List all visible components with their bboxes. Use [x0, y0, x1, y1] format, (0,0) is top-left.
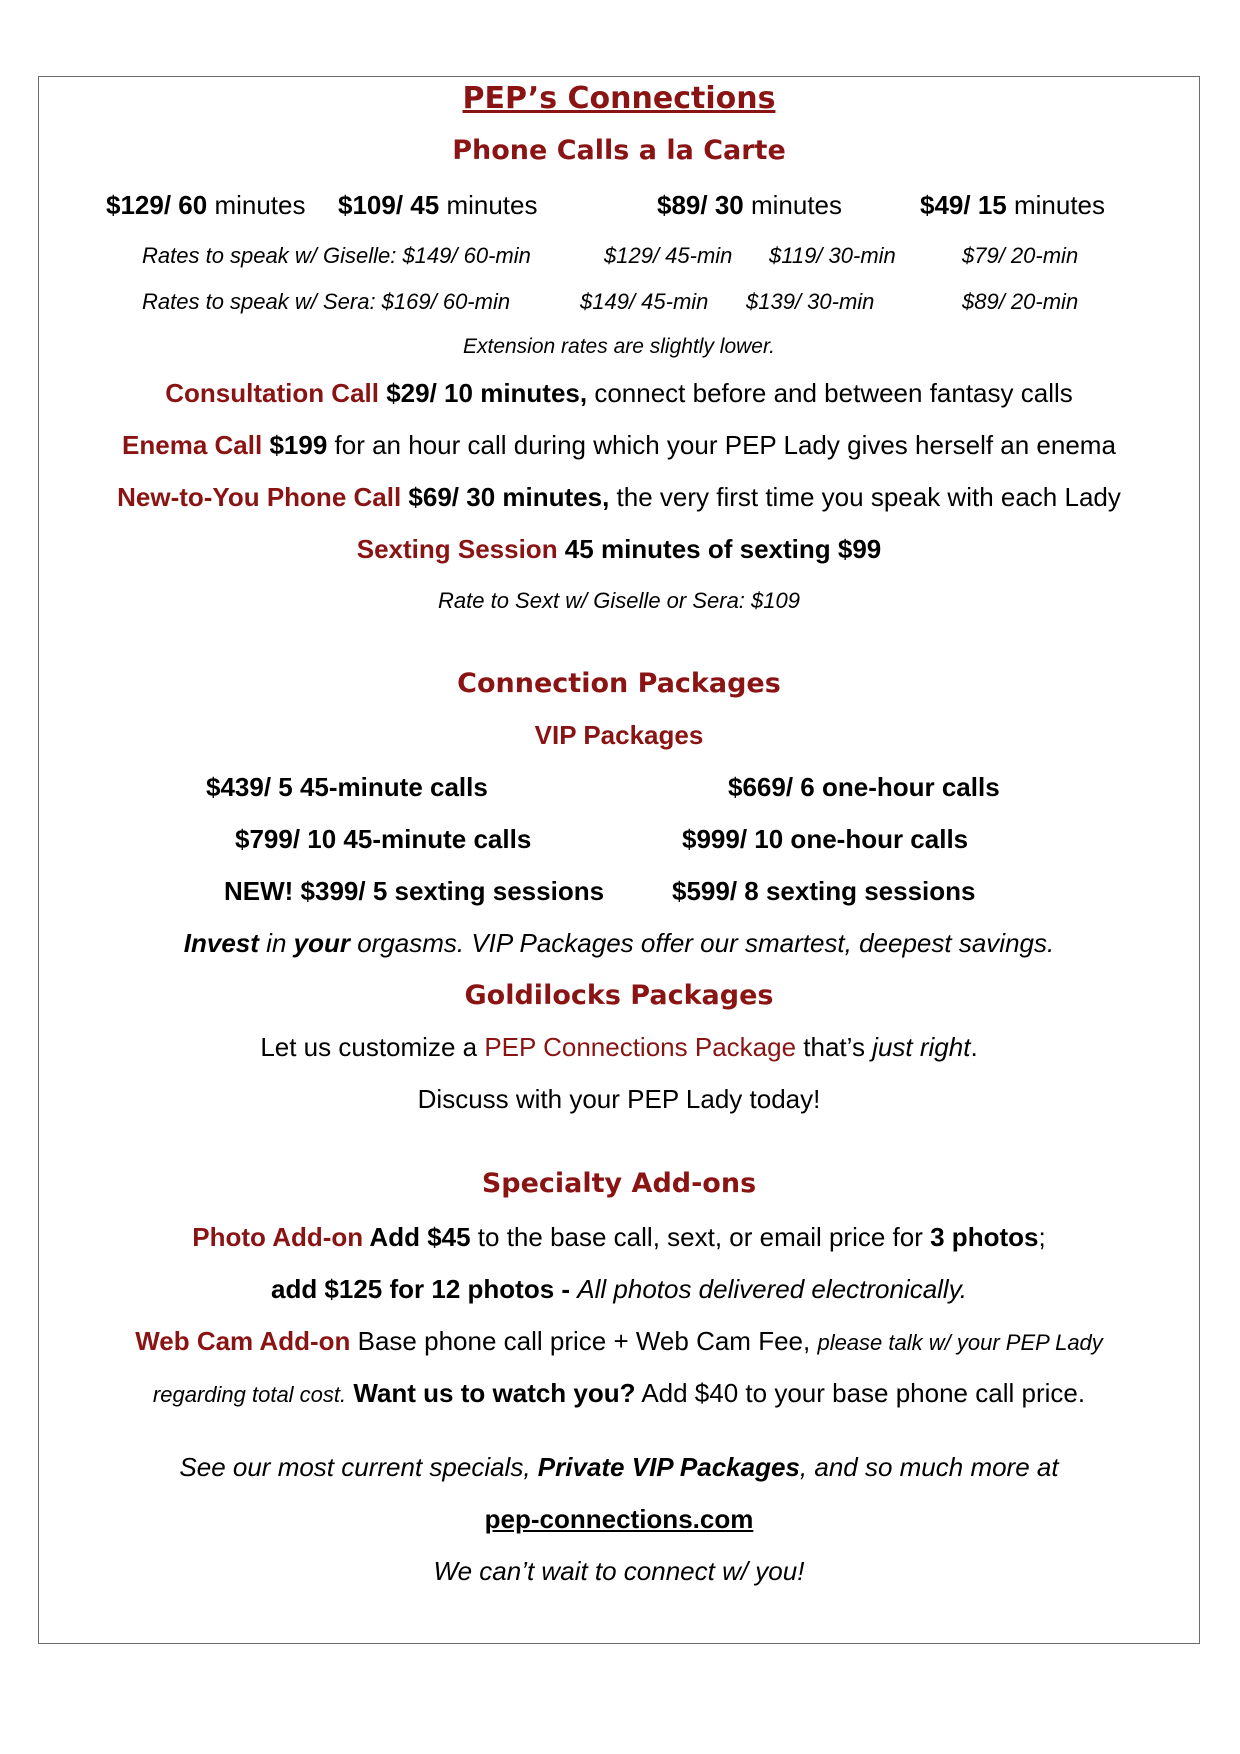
vip-heading: VIP Packages	[534, 720, 704, 750]
giselle-rate-45: $129/ 45-min	[604, 243, 733, 268]
rate-45: $109/ 45 minutes	[338, 190, 538, 220]
specials-line: See our most current specials, Private VIP Packages, and so much more at	[179, 1452, 1059, 1482]
sera-rate-60: Rates to speak w/ Sera: $169/ 60-min	[142, 289, 511, 314]
rate-60: $129/ 60 minutes	[106, 190, 306, 220]
website-link[interactable]: pep-connections.com	[484, 1504, 754, 1534]
rate-30: $89/ 30 minutes	[657, 190, 843, 220]
rate-15: $49/ 15 minutes	[920, 190, 1106, 220]
sera-rate-30: $139/ 30-min	[746, 289, 875, 314]
consultation-call: Consultation Call $29/ 10 minutes, connect before and between fantasy calls	[165, 378, 1073, 408]
sera-rate-45: $149/ 45-min	[580, 289, 709, 314]
webcam-addon: Web Cam Add-on Base phone call price + Web Cam Fee, please talk w/ your PEP Lady	[135, 1326, 1103, 1356]
giselle-rate-20: $79/ 20-min	[962, 243, 1079, 268]
vip-package-6: $599/ 8 sexting sessions	[672, 876, 976, 906]
sexting-session: Sexting Session 45 minutes of sexting $99	[356, 534, 882, 564]
webcam-addon-line-2: regarding total cost. Want us to watch you? Add $40 to your base phone call price.	[152, 1378, 1086, 1408]
vip-package-5: NEW! $399/ 5 sexting sessions	[224, 876, 605, 906]
packages-heading: Connection Packages	[457, 668, 781, 699]
vip-package-3: $799/ 10 45-minute calls	[235, 824, 532, 854]
alacarte-heading: Phone Calls a la Carte	[452, 135, 786, 166]
sera-rate-20: $89/ 20-min	[962, 289, 1079, 314]
closing-line: We can’t wait to connect w/ you!	[433, 1556, 805, 1586]
goldilocks-line-2: Discuss with your PEP Lady today!	[417, 1084, 821, 1114]
sext-rate-note: Rate to Sext w/ Giselle or Sera: $109	[438, 588, 800, 613]
giselle-rate-60: Rates to speak w/ Giselle: $149/ 60-min	[142, 243, 531, 268]
vip-package-2: $669/ 6 one-hour calls	[728, 772, 1000, 802]
invest-tagline: Invest in your orgasms. VIP Packages offer our smartest, deepest savings.	[183, 928, 1055, 958]
goldilocks-line-1: Let us customize a PEP Connections Package that’s just right.	[260, 1032, 978, 1062]
photo-addon-line-2: add $125 for 12 photos - All photos delivered electronically.	[270, 1274, 968, 1304]
page-title: PEP’s Connections	[462, 81, 776, 116]
vip-package-1: $439/ 5 45-minute calls	[206, 772, 488, 802]
vip-package-4: $999/ 10 one-hour calls	[682, 824, 969, 854]
photo-addon: Photo Add-on Add $45 to the base call, sext, or email price for 3 photos;	[192, 1222, 1046, 1252]
new-to-you-call: New-to-You Phone Call $69/ 30 minutes, the very first time you speak with each Lady	[117, 482, 1121, 512]
extension-note: Extension rates are slightly lower.	[462, 335, 776, 358]
enema-call: Enema Call $199 for an hour call during which your PEP Lady gives herself an enema	[122, 430, 1116, 460]
addons-heading: Specialty Add-ons	[481, 1168, 757, 1199]
goldilocks-heading: Goldilocks Packages	[464, 980, 774, 1011]
giselle-rate-30: $119/ 30-min	[769, 243, 896, 268]
